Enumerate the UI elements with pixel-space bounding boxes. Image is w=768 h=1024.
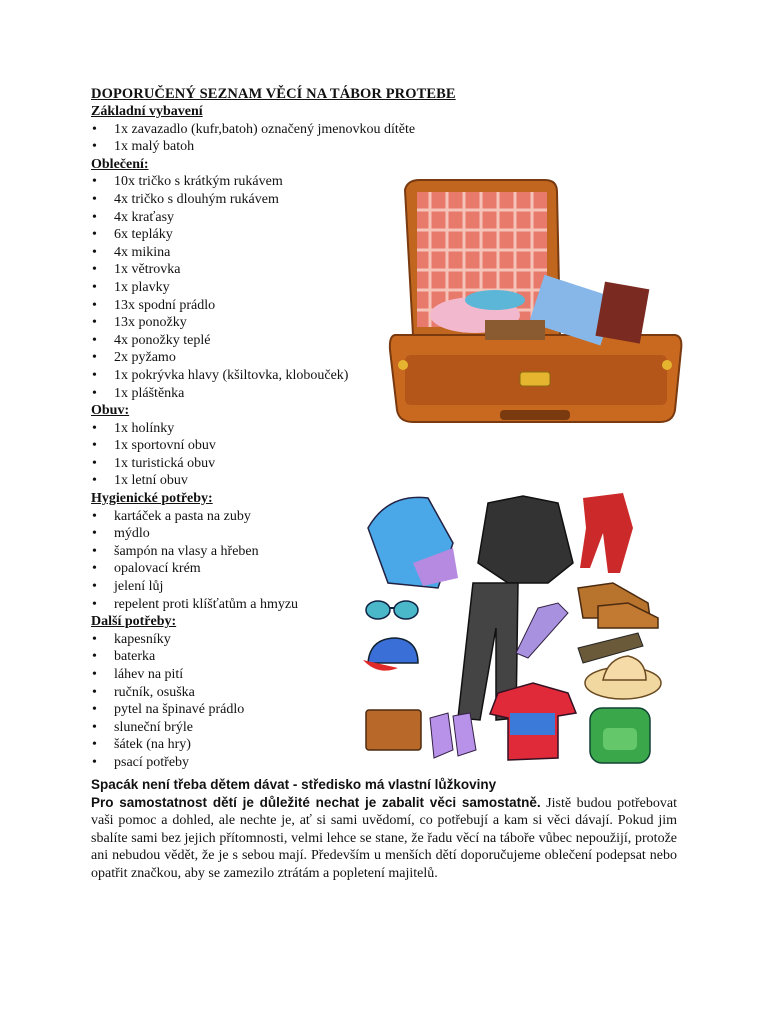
section-list: [91, 420, 391, 490]
section-heading: Obuv:: [91, 403, 130, 419]
list-item: • pytel na špinavé prádlo: [91, 701, 391, 719]
footer-notes: [91, 776, 677, 883]
advice-paragraph: [91, 794, 677, 883]
list-item: • kapesníky: [91, 631, 391, 649]
list-item: • mýdlo: [91, 525, 391, 543]
list-item: • 1x letní obuv: [91, 472, 391, 490]
list-item: • psací potřeby: [91, 754, 391, 772]
list-item: • láhev na pití: [91, 666, 391, 684]
list-item: • 1x plavky: [91, 279, 391, 297]
suitcase-illustration: [385, 160, 690, 435]
list-item: • 1x zavazadlo (kufr,batoh) označený jmenovkou dítěte: [91, 121, 391, 139]
list-item: • 2x pyžamo: [91, 349, 391, 367]
list-item: • 13x spodní prádlo: [91, 297, 391, 315]
section-list: [91, 631, 391, 772]
list-item: • repelent proti klíšťatům a hmyzu: [91, 596, 391, 614]
list-item: • sluneční brýle: [91, 719, 391, 737]
packing-list: [91, 103, 416, 772]
section-list: [91, 173, 391, 402]
list-item: • šátek (na hry): [91, 736, 391, 754]
sleeping-bag-note: Spacák není třeba dětem dávat - středisko má vlastní lůžkoviny: [91, 777, 497, 792]
list-item: • 4x kraťasy: [91, 209, 391, 227]
document-title: DOPORUČENÝ SEZNAM VĚCÍ NA TÁBOR PROTEBE: [91, 86, 456, 102]
list-item: • 1x turistická obuv: [91, 455, 391, 473]
list-item: • 6x tepláky: [91, 226, 391, 244]
section-heading: Oblečení:: [91, 156, 149, 172]
list-item: • 1x sportovní obuv: [91, 437, 391, 455]
list-item: • kartáček a pasta na zuby: [91, 508, 391, 526]
section-heading: Základní vybavení: [91, 104, 203, 119]
advice-text: Jistě budou potřebovat vaši pomoc a dohled, ale nechte je, ať si sami uvědomí, co potřebují a kam si věci dávají. Pokud jim sbalíte sami bez jejich přítomnosti, velmi lehce se stane, že řadu věcí na táboře vůbec nepoužijí, protože ani nebudou vědět, že je s sebou mají. Především u menších dětí doporučujeme oblečení podepsat nebo opatřit značkou, aby se zamezilo ztrátám a popletení majitelů.: [91, 795, 677, 881]
list-item: • opalovací krém: [91, 560, 391, 578]
advice-bold: Pro samostatnost dětí je důležité nechat je zabalit věci samostatně.: [91, 794, 541, 810]
list-item: • 1x holínky: [91, 420, 391, 438]
list-item: • 10x tričko s krátkým rukávem: [91, 173, 391, 191]
list-item: • 4x ponožky teplé: [91, 332, 391, 350]
list-item: • 4x mikina: [91, 244, 391, 262]
section-heading: Hygienické potřeby:: [91, 491, 213, 507]
list-item: • baterka: [91, 648, 391, 666]
clothes-illustration: [358, 488, 670, 778]
list-item: • 4x tričko s dlouhým rukávem: [91, 191, 391, 209]
list-item: • 13x ponožky: [91, 314, 391, 332]
list-item: • 1x pokrývka hlavy (kšiltovka, klobouček): [91, 367, 391, 385]
list-item: • šampón na vlasy a hřeben: [91, 543, 391, 561]
list-item: • 1x malý batoh: [91, 138, 391, 156]
list-item: • jelení lůj: [91, 578, 391, 596]
list-item: • ručník, osuška: [91, 684, 391, 702]
list-item: • 1x větrovka: [91, 261, 391, 279]
section-list: [91, 508, 391, 614]
list-item: • 1x pláštěnka: [91, 385, 391, 403]
section-list: [91, 121, 416, 156]
section-heading: Další potřeby:: [91, 614, 177, 630]
